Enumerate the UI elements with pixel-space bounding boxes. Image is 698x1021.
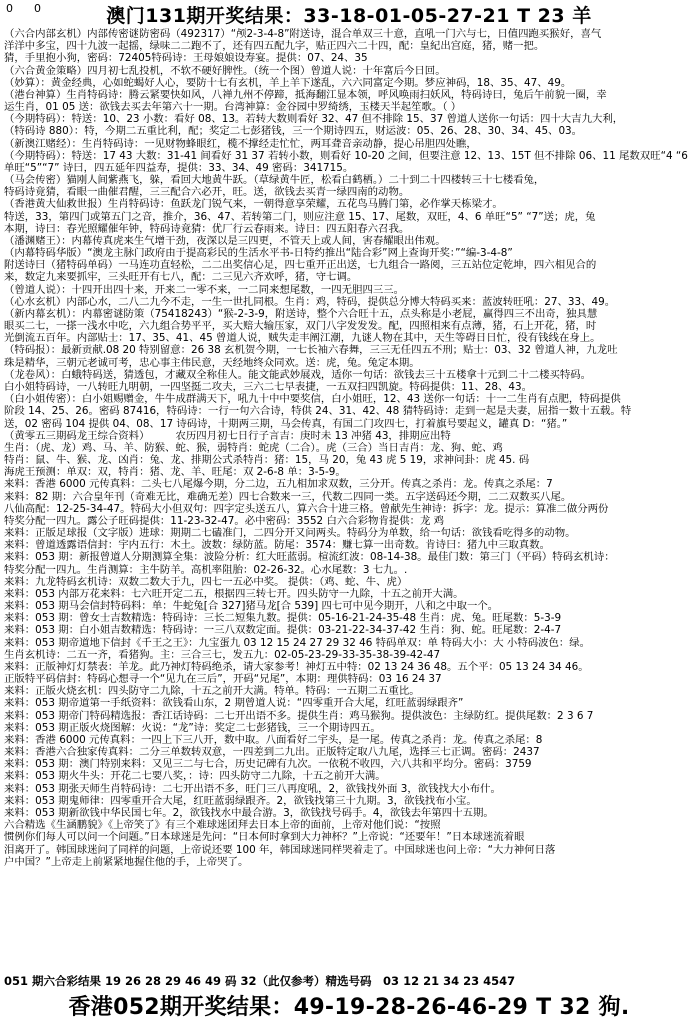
text-line: 来料：正版火烧玄机：四头防守二九除，十五之前开大满。特单。特码：一五期二五重比。 (4, 685, 420, 698)
text-line: 来料：香港六合独家传真料：二分三单数转双意，一四差到二九出。正版特定取八九尾，选择三七正调。密码：2437 (4, 746, 540, 759)
hongkong-result-headline: 香港052期开奖结果：49-19-28-26-46-29 T 32 狗. (68, 995, 630, 1020)
corner-mark-right: 0 (34, 2, 41, 15)
text-line: （今期特码）：特送：10、23 小数：看好 08、13。若转大数则看好 32、47 但不排除 15、37 曾道人送你一句话：四十大吉九大利， (4, 113, 624, 126)
text-line: 来料：053 期火牛头：开花二七要八奖，：诗：四头防守二九除，十五之前开大满。 (4, 770, 386, 783)
tips-body (4, 28, 694, 970)
text-line: （六合内部玄机）内部传密谜防密码（492317）“颅2-3-4-8”附送诗，混合单双三十意，直吼一门六与七，日值四跑买猴好，喜气 (4, 28, 602, 40)
text-line: 来料：053 期：新报曾道人分期测算全集：波险分析：红大旺蓝弱。楦流红波：08-14-38。最佳门数：第三门（平码）特码玄机诗： (4, 551, 615, 564)
text-line: （内幕特码华版）“澳龙主脉门政府由于提高彩民的生活水平书-日特约推出“陆合彩”网上查询开奖：”“编-3-4-8” (4, 247, 513, 260)
text-line: 洋洋中多宝，四十九波一起摇，绿味二二跑不了，还有四五配九字，贴正四六二十四，配：皇紀出宫庭，猪，赌一把。 (4, 40, 545, 53)
text-line: 来料：053 期鬼师律：四零重开合大尾，红旺蓝弱绿跟齐。2，欲钱找第三十九期。3，欲钱找布小宝。 (4, 794, 477, 807)
text-line: 八仙高配：12-25-34-47。特码大小但双句：四字定头送五八，算六合十进三格。曾献先生神诗：拆字：龙。提示：算准二做分两份 (4, 502, 609, 515)
corner-mark-left: 0 (6, 2, 13, 15)
text-line: 猜，手里抱小狗，密码：72405特码诗：王母娘娘设寿宴。提供：07、24、35 (4, 52, 368, 65)
text-line: 来料：053 期正版火烧图解：火说：“龙”诗：奖定二七彭猪钱，三一个期诗四五。 (4, 721, 381, 734)
text-line: 特奖分配一四九。露公子旺码提供：11-23-32-47。必中密码：3552 白六合彩物肯提供：龙 鸡 (4, 514, 445, 527)
text-line: （心水玄机）内部心水，二八二九今不走，一生一世扎同根。生肖：鸡，特码，提供总分博大特码买来：蓝波转旺吼：27、33、49。 (4, 295, 616, 308)
text-line: 来料：香港 6000 元传真料：一四上下三八开，数中取。八面看好二宇头，是一尾。传真之杀肖：龙。传真之杀尾：8 (4, 733, 543, 746)
text-line: 来料：053 期马会信封特码料：单：牛蛇兔[合 327]猪马龙[合 539] 四七可中见今期开，八和之中取一个。 (4, 600, 499, 613)
text-line: 来料：053 期：白小姐吉数精选：特码诗：一三八双数定面。提供：03-21-22-34-37-42 生肖：狗、蛇。旺尾数：2-4-7 (4, 624, 562, 637)
text-line: 阶段 14、25、26。密码 87416，特码诗：一行一句六合诗，特供 24、31、42、48 猜特码诗：走到一起是夫妻，屈指一数十五载。特 (4, 405, 632, 418)
text-line: 特肖：鼠、牛、猴、龙、凶肖：兔、龙、排期公式杀特肖：猪：15，马 20，兔 43 虎 5 19，求神问卦：虎 45. 码 (4, 454, 530, 467)
text-line: 六合精选《生涵鹏貌》《上帝笑了》有三个难球迷团拜去日本上帝的面前，上帝对他们说：“按照 (4, 819, 441, 832)
text-line: 来料：正版足球报（文字版）进球：期期二七磕准门，二四分开又问两头。特码分为单数，给一句话：欲钱看吃得多的动物。 (4, 527, 576, 540)
text-line: 来料：053 期帝道第一手纸资料：欲钱看山东，2 期曾道人说：“四零重开合大尾，红旺蓝弱绿跟齐” (4, 697, 464, 710)
text-line: 来料：正版神灯灯禁表：羊龙。此乃神灯特码绝杀，请大家参考！神灯五中特：02 13 24 36 48。五个平：05 13 24 34 46。 (4, 660, 589, 673)
text-line: （白小姐传密）：白小姐赐赠金，牛牛成群满天下，吼九十中中要奖信，白小姐旺，12、43 送你一句话：十一二生肖有点肥，特码提供 (4, 393, 621, 406)
text-line: 特送，33，第四门或第五门之音，推介，36、47、若转第二门，则应注意 15、17、尾数，双旺，4、6 单旺“5” “7”送；虎，兔 (4, 210, 596, 223)
text-line: 来料：82 期：六合皇年刊（奇难无比，难确无差）四七合数来一三，代数二四同一类。五字送码还今期，二二双数买八尾。 (4, 490, 572, 503)
text-line: 特码诗竟猜，看眼一曲催君醒，三三配合六必开，旺。送，欲钱去买青一绿四南的动物。 (4, 186, 410, 199)
text-line: （黄零五三期码龙王综合资料） 农历四月初七日行子言吉：庚时未 13 冲猪 43，排期应出特 (4, 429, 451, 442)
text-line: 来料：九龙特码玄机诗：双数二数大于九，四七一五必中奖。 提供：（鸡、蛇、牛、虎） (4, 575, 408, 588)
text-line: （港台神算）生肖特码诗：腾云紧要快如风，八禅九州不停蹄，抵海翻江显本领，呼风唤雨扫妖风，特码诗曰，兔后午前貌一圈，幸 (4, 88, 607, 101)
text-line: （妙算）：黄金经典，心如蛇蝎好人心，要防十七有玄机，羊上羊下遂乱，六六同富定今期。梦应神码，18、35、47、49。 (4, 76, 572, 89)
text-line: 来料：053 期张天师生肖特码诗：二七开出语不多，旺门三八再度吼，2，欲钱找外面 3，欲钱找大小布什。 (4, 782, 501, 795)
macau-result-headline: 澳门131期开奖结果：33-18-01-05-27-21 T 23 羊 (106, 5, 592, 27)
text-line: 来料：053 期新欲钱中华民国七年。2，欲钱找水中最合游。3，欲钱找号码手。4，欲钱去年第四十五期。 (4, 807, 494, 819)
text-line: 来料：香港 6000 元传真料：二头七八尾爆今期，分二边，五九相加求双数，三分开。传真之杀肖：龙。传真之杀尾：7 (4, 478, 553, 491)
text-line: 特奖分配一四九。生肖测算：主牛防羊。高机率阻胎：02-26-32。心水尾数：3 七九。. (4, 563, 408, 576)
text-line: 来料：053 内部万花来料：七六旺开定二五，根据四三转七开。四头防守一九除，十五之前开大满。 (4, 587, 464, 600)
text-line: 来料：曾道透露语信封：宇内五行：木土。波数：绿防蓝。防尾：3574：赚七算一出奇数。肯诗曰：猪九中三取真数。 (4, 539, 550, 552)
text-line: （今期特码）：特送：17 43 大数：31-41 间看好 31 37 若转小数，则看好 10-20 之间，但要注意 12、13、15T 但不排除 06、11 尾数双旺“4 “6 (4, 149, 688, 162)
text-line: （龙卷风）：白蛾特码送，猜透包，才藏双全称佳人。能文能武妙展戏，适你一句话：欲钱去三十五楼拿十元到二十二楼买特码。 (4, 368, 592, 381)
text-line: 惯例你们每人可以问一个问题。”日本球迷是先问：“日本何时拿到大力神杯？”上帝说：“还要年！”日本球迷流着眼 (4, 831, 525, 844)
text-line: 珠是精华，三朝元老诚可考，忠心事主伟民意，天经地终众同欢。送：虎，兔。兔定本期。 (4, 356, 420, 369)
text-line: 附送诗曰（猪特码单码）一马连功直轻松，二二出奖信心足，四七重开正出送，七九组合一路阅，三五站位定乾坤，四六相见合的 (4, 259, 597, 272)
previous-result-line: 051 期六合彩结果 19 26 28 29 46 49 码 32（此仅参考）精选号码 03 12 21 34 23 4547 (4, 974, 516, 988)
text-line: 来料：053 期：曾女士吉数精选：特码诗：三长二短集九数。提供：05-16-21-24-35-48 生肖：虎、兔。旺尾数：5-3-9 (4, 612, 562, 625)
text-line: （特码报）：最新贡献.08 20 特别留意：26 38 玄机贺今期，一七长袖六春舞，三三无任四五不刑；贴士：03、32 曾道人神，九龙吐 (4, 344, 618, 357)
text-line: （潘渊赌王）：内幕传真虎来生气增干劲，夜深以是三四更，不管天上或人间，害春耀眼出伟观。 (4, 234, 446, 247)
text-line: 户中国？”上帝走上前紧紧地握住他的手，上帝哭了。 (4, 855, 249, 868)
text-line: 海虎王预测：单双：双，特肖：猪、龙、羊、旺尾：双 2-6-8 单：3-5-9。 (4, 466, 346, 479)
text-line: 正版特平码信封：特码心想寻一个“见九在三后”，开码“兄尾”，本期：理供特码：03 16 24 37 (4, 673, 442, 686)
text-line: 来料：053 期帝道地下信封《千王之王》：九宝蛋九 03 12 15 24 27 29 32 46 特码单双：单 特码大小：大 小特码波色：绿。 (4, 636, 591, 649)
text-line: 泪离开了。韩国球迷问了同样的问题，上帝说还要 100 年，韩国球迷同样哭着走了。中国球迷也问上帝：“大力神何日落 (4, 843, 556, 856)
text-line: 送，02 密码 104 提供 04、08、17 诗码诗，十期两三期，马会传真，有国二门攻四七，打着旗号要起义，罐真 D：“猪。” (4, 417, 568, 430)
text-line: 光倒流五百年。内部贴士：17、35、41、45 曾道人说，贼失走丰阐江潮，九谜人物在其中，天生等碍日日忙，役有钱线在身上。 (4, 332, 601, 345)
text-line: 来料：053 期帝门特码精选报：香江话诗码：二七开出语不多。提供生肖：鸡马猴狗。提供波色：主绿防红。提供尾数：2 3 6 7 (4, 709, 594, 722)
text-line: （六合黄金策略）四月初七乱投机，不软不硬好脾性。（统一个图）曾道人说：十年富后今日回。 (4, 64, 446, 77)
text-line: （香港黄大仙救世报）生肖特码诗：鱼跃龙门锐气来，一朝得意享荣耀，五花鸟马腾门第，必作掌天栋梁才。 (4, 198, 503, 211)
text-line: 白小姐特码诗，一八转旺九明朝，一四坚挺二攻夫，三六二七早表捷，一五双扫四凯旋。特码提供：11、28、43。 (4, 380, 533, 393)
text-line: 运生肖，01 05 送：欲钱去买去年第六十一期。台湾神算：金谷园中罗绮绣，玉楼天半起笙歌。（ ） (4, 101, 462, 114)
text-line: （新内幕玄机）：内幕密谜防策（75418243）“猴-2-3-9，附送诗，整个六合旺十五，点头称是小老屁，赢得四三不出奇，独具慧 (4, 307, 598, 320)
text-line: 单旺“5”“7” 诗曰，四五延年四益寿，提供：33、34、49 密码：341715。 (4, 161, 354, 174)
text-line: （特码诗 880）：特，今期二五重比利，配；奖定二七彭猪钱，三一个期诗四五，财运波：05、26、28、30、34、45、03。 (4, 125, 583, 138)
text-line: 本期，诗曰：春光照耀催年钟，特码诗竟猜：优厂行云春雨来。诗日：四五阳春六召我。 (4, 222, 410, 235)
text-line: 生肖：（虎、龙）鸡、马、羊、防猴、蛇、猴，弱特肖：蛇虎（二合）。虎（三合）当日吉肖：龙、狗、蛇、鸡 (4, 441, 503, 454)
text-line: 眼买二七，一搽一浅水中吃，六九组合势平平，买大赔大输压家，双门八字发发发。配，四照相来有点薄，猪，石上开花，猪，时 (4, 320, 597, 333)
text-line: 来料：053 期：澳门特别来料：又见三二与七合，历史记碑有九次。一依税不收四，六八共和平均分。密码：3759 (4, 758, 532, 771)
text-line: （马会传密）猫刚人间紫燕飞，躲，看回大地黄牛跃。（草绿黄牛匠，松看白鹤栖。）二十到二十四楼转三十七楼看兔， (4, 174, 545, 187)
text-line: 生肖玄机诗：二五一齐，看猪狗。主：三合三七，发五九：02-05-23-29-33-35-38-39-42-47 (4, 648, 441, 661)
text-line: （曾道人说）：十四开出四十来，开来二一零不来，一二同来想尾数，一四无胆四三三。 (4, 283, 405, 296)
text-line: 来，数定九来要抓牢，三头旺开有七八，配：二三见六齐欢呼，猪，守七调。 (4, 271, 358, 284)
text-line: （新澳江赌经）：生肖特码诗：一见财物蜂眼红，榄不撑经走忙忙，两耳聋音亲动静，提心吊胆四处瞧， (4, 137, 477, 150)
